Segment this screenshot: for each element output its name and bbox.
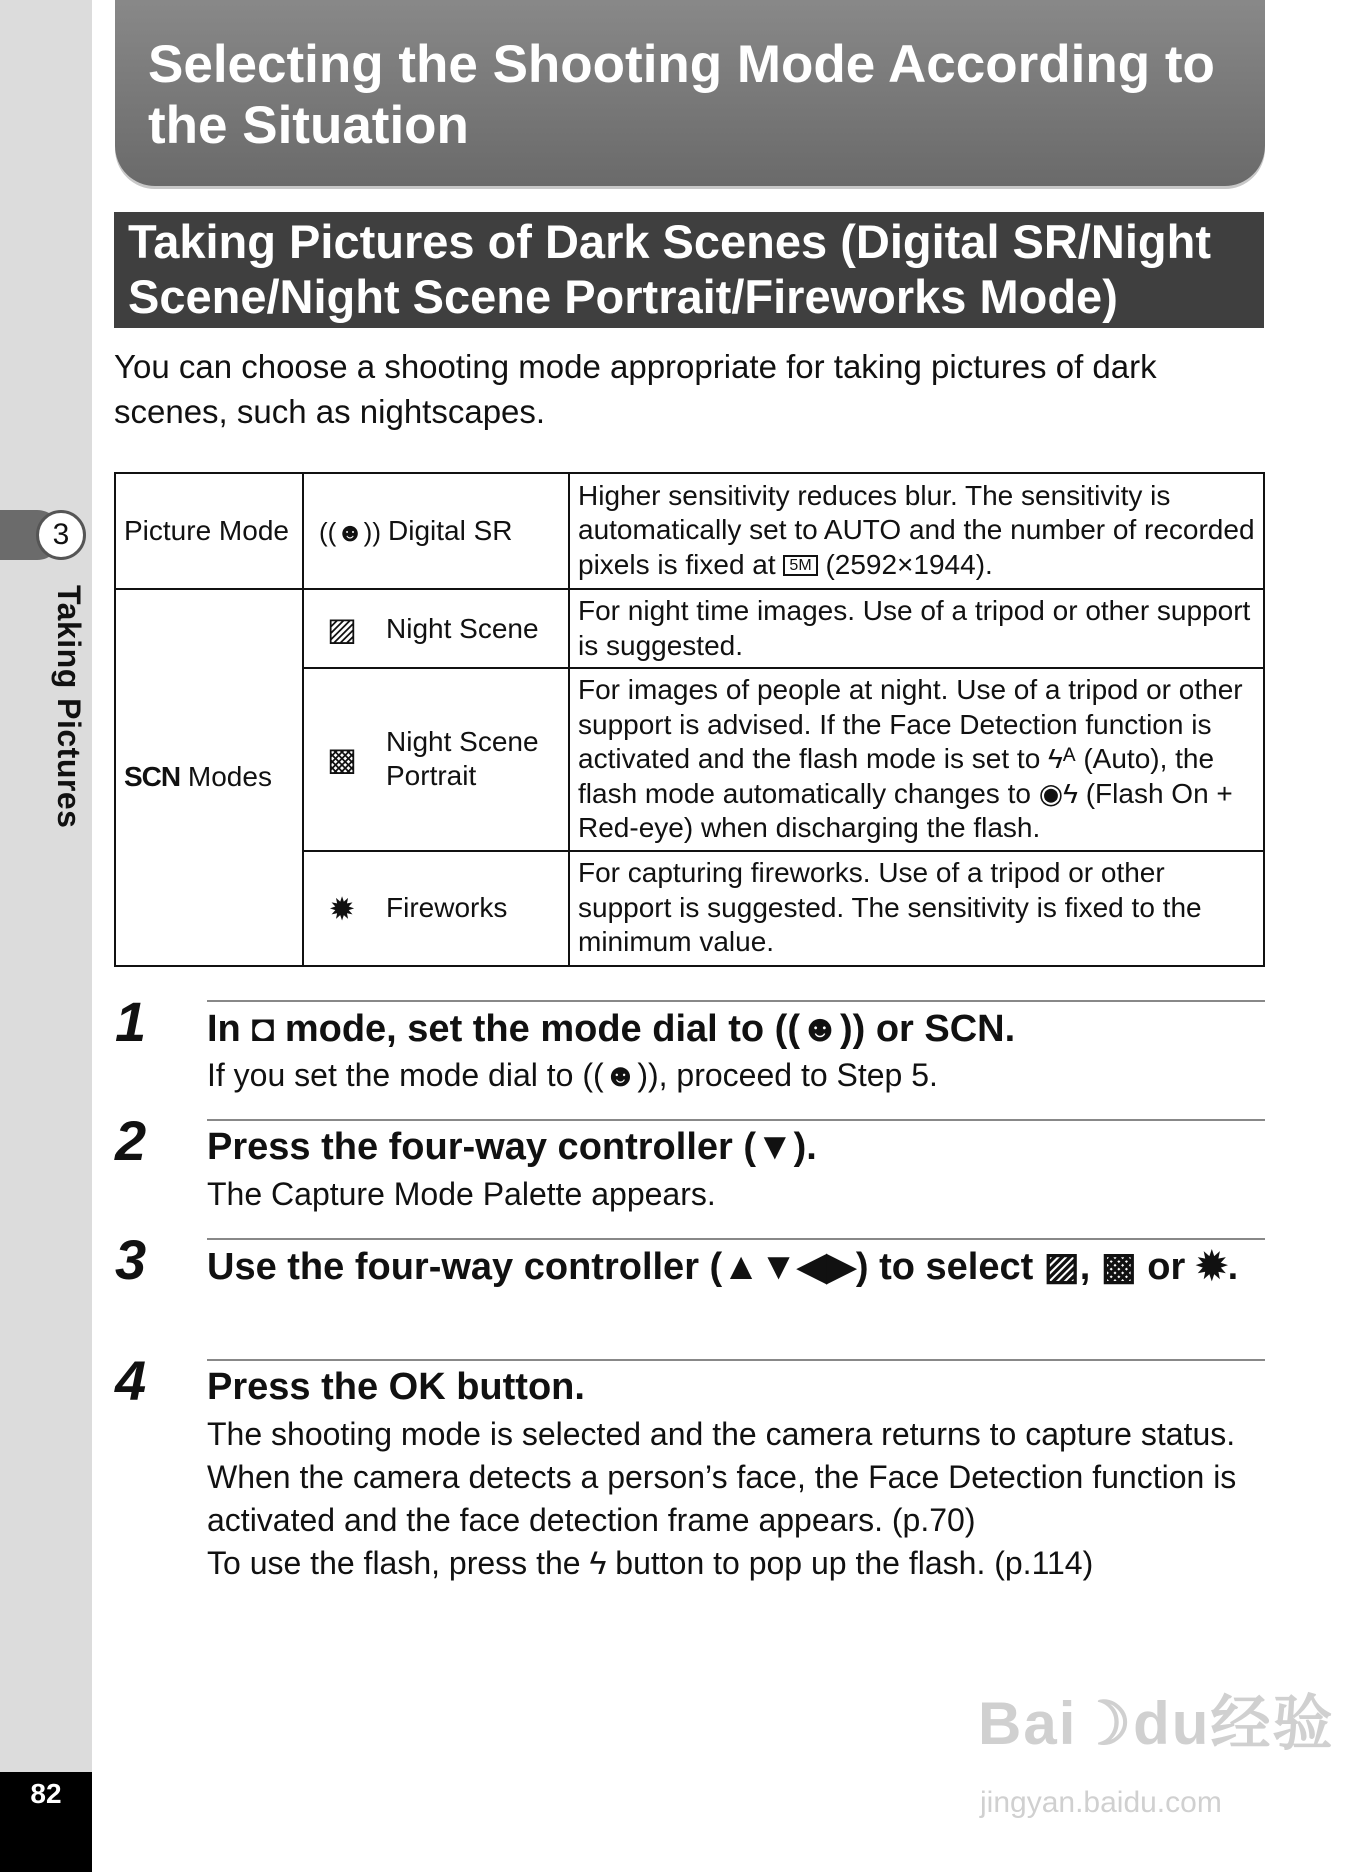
step-body-line: To use the flash, press the ϟ button to pop up the flash. (p.114)	[207, 1545, 1094, 1581]
shooting-mode-table	[114, 472, 1265, 967]
description-cell	[569, 473, 1264, 589]
pixel-5m-icon: 5M	[783, 555, 817, 576]
step-divider	[207, 1119, 1265, 1121]
step-body	[207, 1413, 1265, 1585]
step-divider	[207, 1000, 1265, 1002]
step-divider	[207, 1359, 1265, 1361]
description-cell: For night time images. Use of a tripod or other support is suggested.	[569, 589, 1264, 668]
mode-cell	[303, 589, 569, 668]
chapter-number: 3	[36, 510, 86, 560]
table-row	[115, 589, 1264, 668]
step-body-line: When the camera detects a person’s face, the Face Detection function is activated and the face detection frame appears. (p.70)	[207, 1459, 1237, 1538]
mode-cell	[303, 851, 569, 966]
step-body: If you set the mode dial to ((☻)), proceed to Step 5.	[207, 1057, 938, 1093]
mode-cell	[303, 473, 569, 589]
category-cell	[115, 589, 303, 966]
scn-icon: SCN	[124, 761, 181, 792]
step-number: 2	[115, 1109, 147, 1172]
description-text: Higher sensitivity reduces blur. The sensitivity is automatically set to AUTO and the number of recorded pixels is fixed at	[578, 479, 1255, 580]
step-number: 3	[115, 1228, 147, 1291]
description-cell: For images of people at night. Use of a tripod or other support is advised. If the Face Detection function is activated and the flash mode is set to ϟᴬ (Auto), the flash mode automatically changes to ◉ϟ (Flash On + Red-eye) when discharging the flash.	[569, 668, 1264, 851]
step-number: 1	[115, 990, 147, 1053]
night-scene-portrait-icon: ▩	[326, 741, 358, 778]
baidu-watermark: Bai☽du经验	[978, 1690, 1335, 1757]
intro-paragraph: You can choose a shooting mode appropriate for taking pictures of dark scenes, such as nightscapes.	[114, 348, 1157, 430]
step-heading: In ◘ mode, set the mode dial to ((☻)) or SCN.	[207, 1008, 1016, 1050]
chapter-title: Taking Pictures	[51, 585, 87, 829]
category-cell	[115, 473, 303, 589]
description-cell: For capturing fireworks. Use of a tripod or other support is suggested. The sensitivity is fixed to the minimum value.	[569, 851, 1264, 966]
step-number: 4	[115, 1349, 147, 1412]
page-number: 82	[30, 1778, 62, 1809]
mode-label: Night Scene	[386, 612, 539, 644]
mode-cell	[303, 668, 569, 851]
table-row	[115, 473, 1264, 589]
step-heading: Press the four-way controller (▼).	[207, 1126, 817, 1168]
mode-label: Digital SR	[388, 515, 513, 547]
description-text: (2592×1944).	[825, 548, 993, 580]
fireworks-icon: ✹	[328, 890, 356, 927]
mode-label: Fireworks	[386, 892, 508, 924]
mode-label: Night Scene Portrait	[386, 725, 539, 792]
step-heading: Press the OK button.	[207, 1366, 585, 1408]
step-heading: Use the four-way controller (▲▼◀▶) to select ▨, ▩ or ✹.	[207, 1246, 1239, 1288]
digital-sr-icon: ((☻))	[319, 516, 381, 547]
step-body: The Capture Mode Palette appears.	[207, 1176, 716, 1212]
section-title: Taking Pictures of Dark Scenes (Digital SR/Night Scene/Night Scene Portrait/Fireworks Mode)	[128, 215, 1211, 323]
category-label: Modes	[187, 761, 272, 792]
chapter-sidebar	[0, 0, 92, 1872]
category-label: Picture Mode	[124, 514, 289, 546]
page-title: Selecting the Shooting Mode According to the Situation	[148, 35, 1215, 155]
step-divider	[207, 1238, 1265, 1240]
step-body-line: The shooting mode is selected and the camera returns to capture status.	[207, 1416, 1236, 1452]
night-scene-icon: ▨	[326, 611, 358, 648]
watermark-url: jingyan.baidu.com	[980, 1786, 1222, 1819]
